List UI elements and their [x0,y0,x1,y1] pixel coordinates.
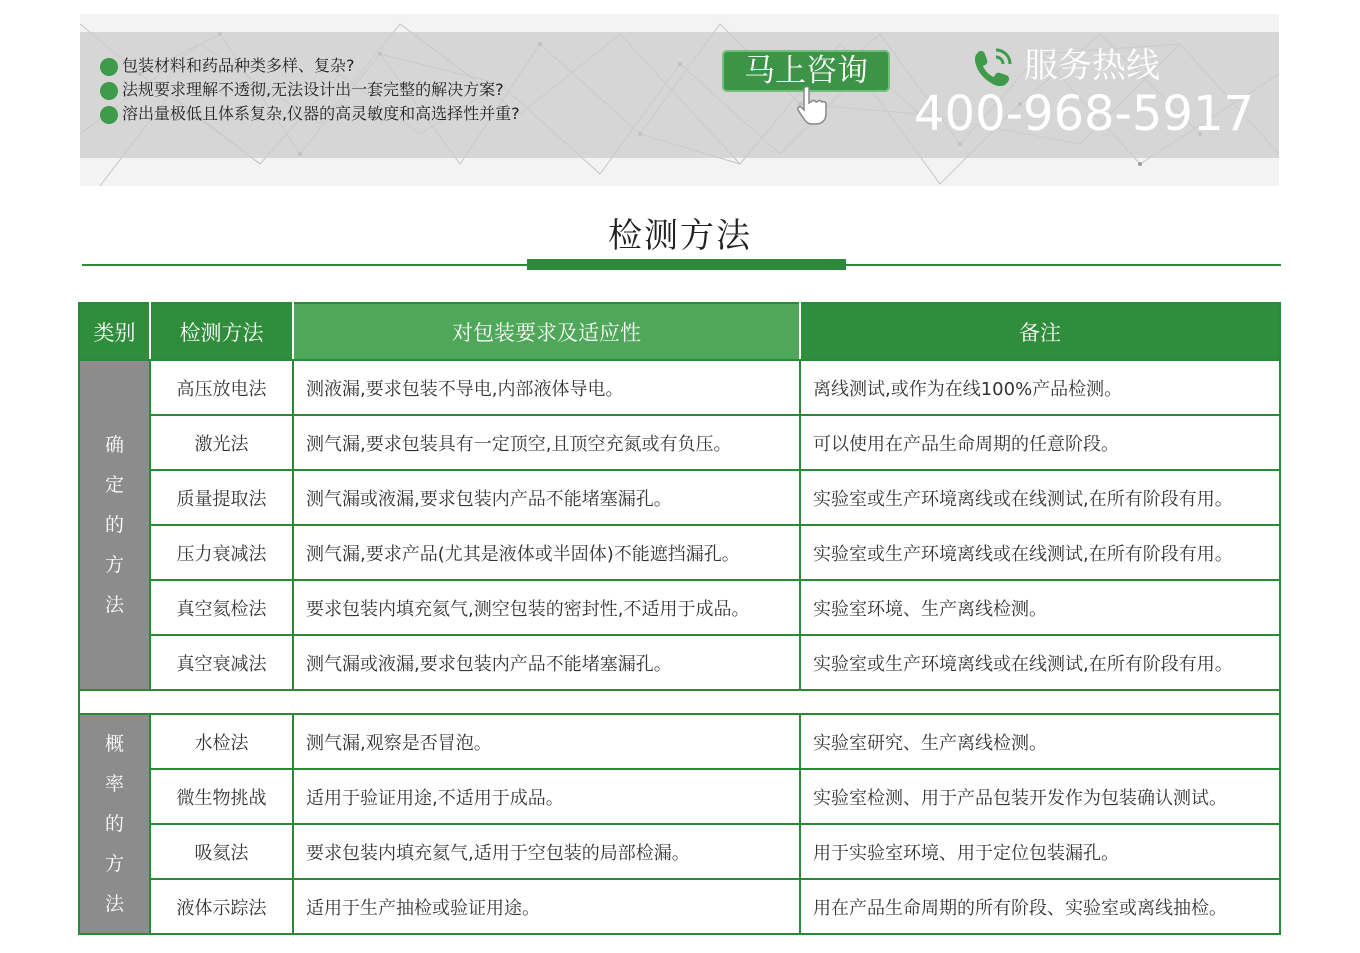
bullet-dot-icon [100,82,118,100]
remark-cell: 用在产品生命周期的所有阶段、实验室或离线抽检。 [800,879,1280,934]
remark-cell: 实验室研究、生产离线检测。 [800,714,1280,769]
table-row [79,525,1280,580]
method-cell: 高压放电法 [150,360,293,415]
table-row [79,879,1280,934]
table-row [79,769,1280,824]
pain-point-text: 溶出量极低且体系复杂,仪器的高灵敏度和高选择性并重? [122,104,520,123]
pain-point [100,102,520,126]
method-cell: 质量提取法 [150,470,293,525]
method-cell: 压力衰减法 [150,525,293,580]
remark-cell: 离线测试,或作为在线100%产品检测。 [800,360,1280,415]
requirement-cell: 要求包装内填充氦气,测空包装的密封性,不适用于成品。 [293,580,800,635]
requirement-cell: 测气漏,要求包装具有一定顶空,且顶空充氮或有负压。 [293,415,800,470]
header-requirement: 对包装要求及适应性 [293,303,800,360]
hotline-label: 服务热线 [1024,46,1160,86]
pain-point [100,78,520,102]
pain-point-list [100,54,520,126]
consult-now-button[interactable]: 马上咨询 [722,50,890,92]
requirement-cell: 要求包装内填充氦气,适用于空包装的局部检漏。 [293,824,800,879]
pointer-hand-icon [792,84,828,126]
table-header-row [79,303,1280,360]
remark-cell: 实验室或生产环境离线或在线测试,在所有阶段有用。 [800,635,1280,690]
header-category: 类别 [79,303,150,360]
pain-point-text: 法规要求理解不透彻,无法设计出一套完整的解决方案? [122,80,504,99]
requirement-cell: 测气漏,要求产品(尤其是液体或半固体)不能遮挡漏孔。 [293,525,800,580]
requirement-cell: 测气漏,观察是否冒泡。 [293,714,800,769]
remark-cell: 实验室或生产环境离线或在线测试,在所有阶段有用。 [800,470,1280,525]
pain-point-text: 包装材料和药品种类多样、复杂? [122,56,355,75]
remark-cell: 实验室环境、生产离线检测。 [800,580,1280,635]
requirement-cell: 适用于生产抽检或验证用途。 [293,879,800,934]
bullet-dot-icon [100,58,118,76]
group-separator-row [79,690,1280,714]
remark-cell: 用于实验室环境、用于定位包装漏孔。 [800,824,1280,879]
detection-methods-table [78,302,1281,935]
group-separator [79,690,1280,714]
remark-cell: 可以使用在产品生命周期的任意阶段。 [800,415,1280,470]
hotline-number[interactable]: 400-968-5917 [914,86,1255,142]
header-remark: 备注 [800,303,1280,360]
table-row [79,824,1280,879]
title-underline-accent [527,259,846,270]
group-label-definitive: 确定的方法 [79,360,150,690]
requirement-cell: 适用于验证用途,不适用于成品。 [293,769,800,824]
method-cell: 真空氦检法 [150,580,293,635]
method-cell: 液体示踪法 [150,879,293,934]
remark-cell: 实验室检测、用于产品包装开发作为包装确认测试。 [800,769,1280,824]
header-method: 检测方法 [150,303,293,360]
method-cell: 吸氦法 [150,824,293,879]
table-row [79,714,1280,769]
remark-cell: 实验室或生产环境离线或在线测试,在所有阶段有用。 [800,525,1280,580]
bullet-dot-icon [100,106,118,124]
requirement-cell: 测气漏或液漏,要求包装内产品不能堵塞漏孔。 [293,635,800,690]
consult-banner [80,14,1279,186]
requirement-cell: 测液漏,要求包装不导电,内部液体导电。 [293,360,800,415]
group-label-probabilistic: 概率的方法 [79,714,150,934]
table-row [79,580,1280,635]
table-row [79,415,1280,470]
table-row [79,360,1280,415]
section-title: 检测方法 [608,216,752,256]
method-cell: 激光法 [150,415,293,470]
method-cell: 水检法 [150,714,293,769]
method-cell: 真空衰减法 [150,635,293,690]
table-row [79,635,1280,690]
requirement-cell: 测气漏或液漏,要求包装内产品不能堵塞漏孔。 [293,470,800,525]
method-cell: 微生物挑战 [150,769,293,824]
phone-icon [970,46,1016,86]
table-row [79,470,1280,525]
pain-point [100,54,520,78]
